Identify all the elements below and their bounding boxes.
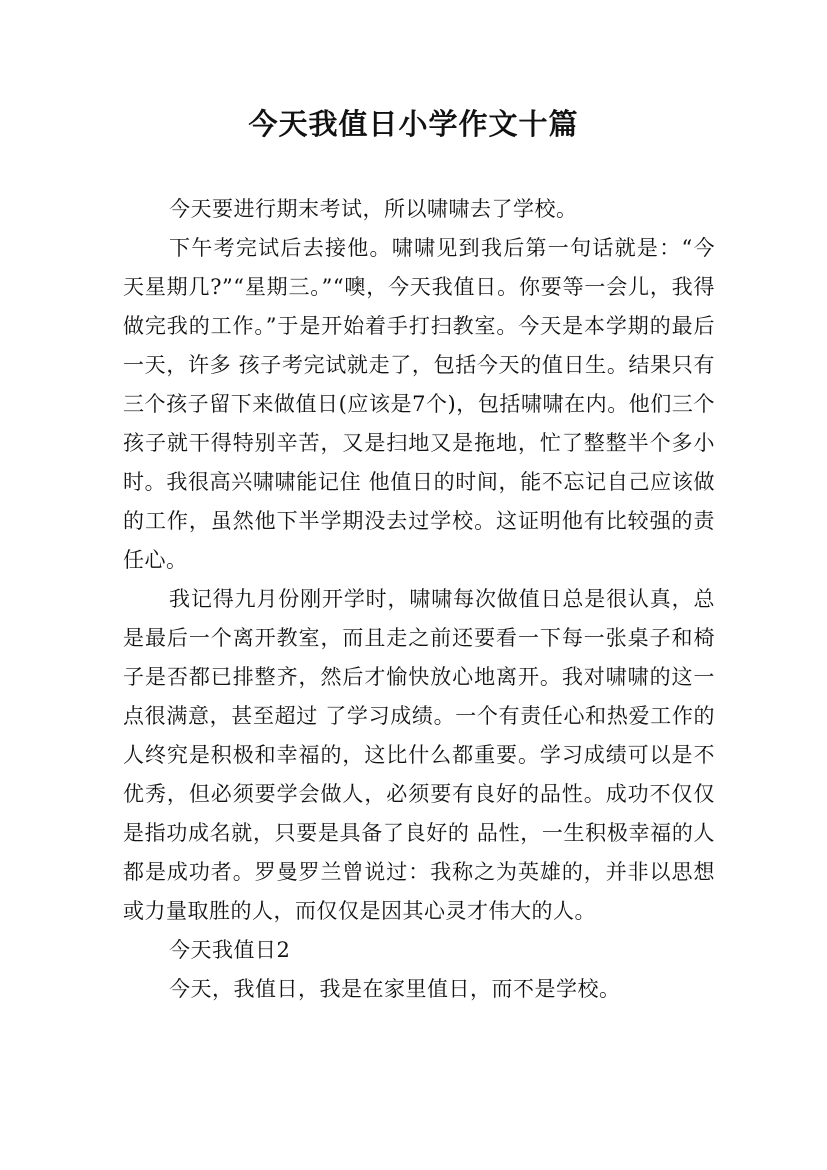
paragraph-1: 今天要进行期末考试，所以啸啸去了学校。: [169, 197, 578, 221]
paragraph-4: 今天，我值日，我是在家里值日，而不是学校。: [169, 977, 621, 1001]
paragraph-2: 下午考完试后去接他。啸啸见到我后第一句话就是：“今天星期几?”“星期三。”“噢，今天我值日。你要等一会儿，我得做完我的工作。”于是开始着手打扫教室。今天是本学期的最后一天，许多 孩子考完试就走了，包括今天的值日生。结果只有三个孩子留下来做值日(应该是7个)，包括啸啸在内。他们三个孩子就干得特别辛苦，又是扫地又是拖地，忙了整整半个多小时。我很高兴啸啸能记住 他值日的时间，能不忘记自己应该做的工作，虽然他下半学期没去过学校。这证明他有比较强的责任心。: [123, 236, 715, 572]
section-heading: 今天我值日2: [169, 938, 291, 962]
document-body: [123, 190, 715, 1009]
paragraph-3: 我记得九月份刚开学时，啸啸每次做值日总是很认真，总是最后一个离开教室，而且走之前还要看一下每一张桌子和椅子是否都已排整齐，然后才愉快放心地离开。我对啸啸的这一点很满意，甚至超过 了学习成绩。一个有责任心和热爱工作的人终究是积极和幸福的，这比什么都重要。学习成绩可以是不优秀，但必须要学会做人，必须要有良好的品性。成功不仅仅是指功成名就，只要是具备了良好的 品性，一生积极幸福的人都是成功者。罗曼罗兰曾说过：我称之为英雄的，并非以思想或力量取胜的人，而仅仅是因其心灵才伟大的人。: [123, 587, 715, 923]
document-title: 今天我值日小学作文十篇: [248, 107, 579, 141]
